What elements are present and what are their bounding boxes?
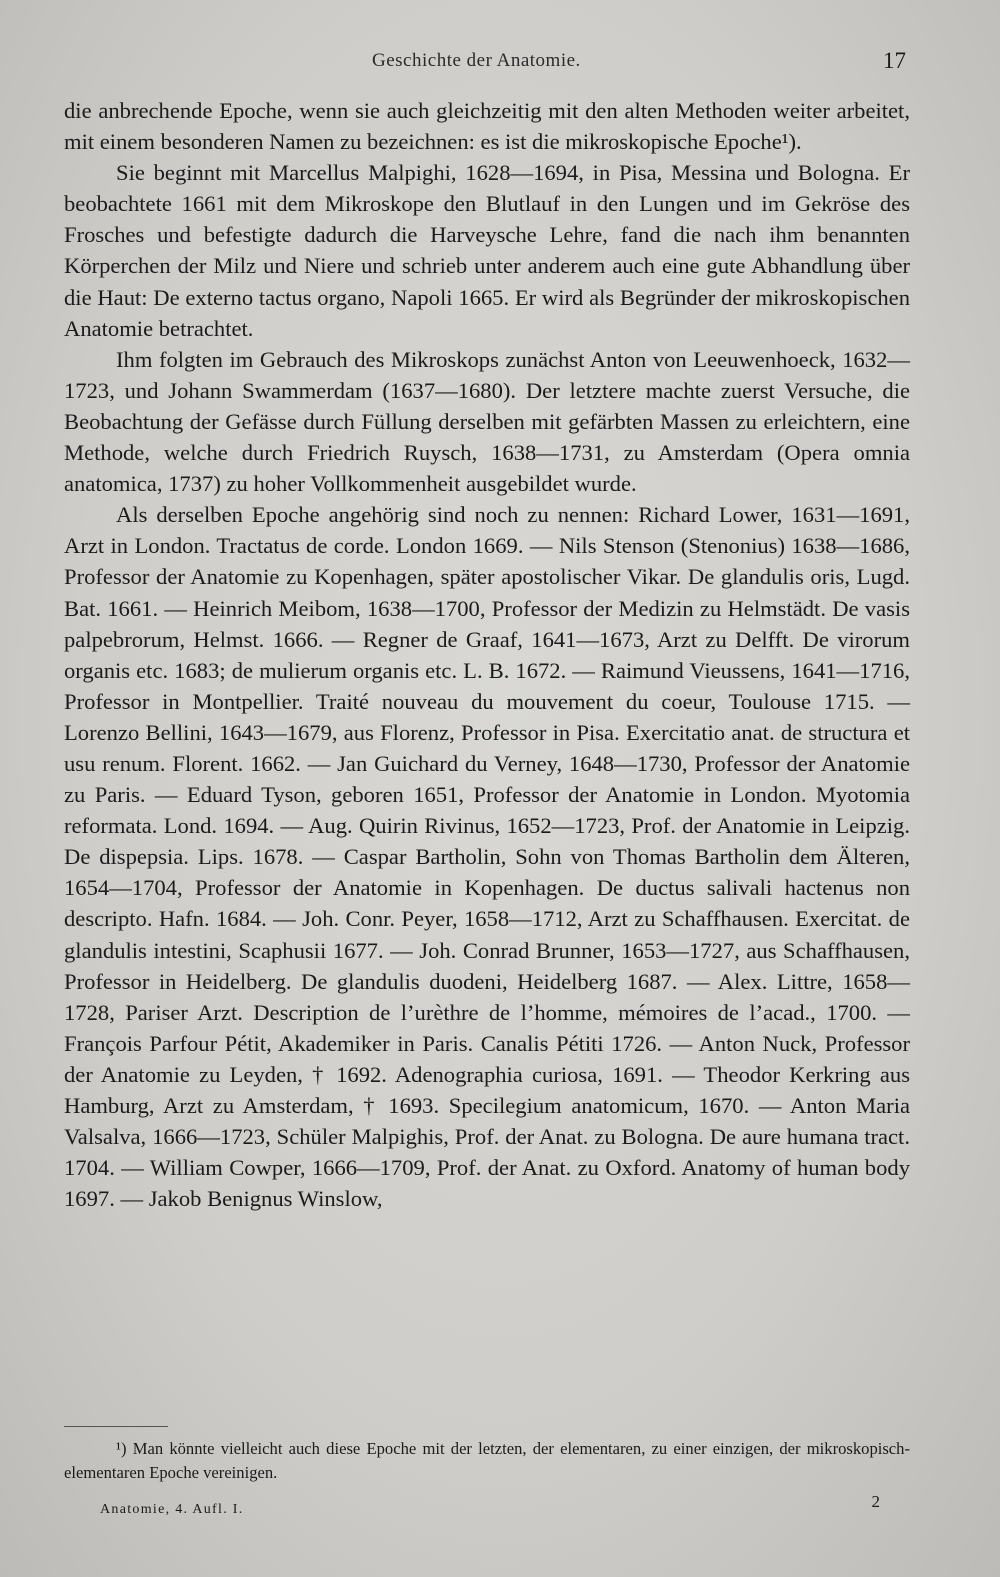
paragraph-continuation: die anbrechende Epoche, wenn sie auch gleichzeitig mit den alten Methoden weiter arbeitet, mit einem besonderen Namen zu bezeichnen: es ist die mikroskopische Epoche¹). [64,98,910,155]
page-number: 17 [883,48,906,73]
footnote-divider [64,1426,168,1427]
running-header [62,48,906,74]
sheet-mark: 2 [871,1492,880,1511]
paragraph-malpighi: Sie beginnt mit Marcellus Malpighi, 1628—1694, in Pisa, Messina und Bologna. Er beobachtete 1661 mit dem Mikroskope den Blutlauf in den Lungen und im Gekröse des Frosches und befestigte dadurch die Harveysche Lehre, fand die nach ihm benannten Körperchen der Milz und Niere und schrieb unter anderem auch eine gute Abhandlung über die Haut: De externo tactus organo, Napoli 1665. Er wird als Begründer der mikroskopischen Anatomie betrachtet. [64,160,910,341]
paragraph-epoch-list: Als derselben Epoche angehörig sind noch zu nennen: Richard Lower, 1631—1691, Arzt in London. Tractatus de corde. London 1669. — Nils Stenson (Stenonius) 1638—1686, Professor der Anatomie zu Kopenhagen, später apostolischer Vikar. De glandulis oris, Lugd. Bat. 1661. — Heinrich Meibom, 1638—1700, Professor der Medizin zu Helmstädt. De vasis palpebrorum, Helmst. 1666. — Regner de Graaf, 1641—1673, Arzt zu Delfft. De virorum organis etc. 1683; de mulierum organis etc. L. B. 1672. — Raimund Vieussens, 1641—1716, Professor in Montpellier. Traité nouveau du mouvement du coeur, Toulouse 1715. — Lorenzo Bellini, 1643—1679, aus Florenz, Professor in Pisa. Exercitatio anat. de structura et usu renum. Florent. 1662. — Jan Guichard du Verney, 1648—1730, Professor der Anatomie zu Paris. — Eduard Tyson, geboren 1651, Professor der Anatomie in London. Myotomia reformata. Lond. 1694. — Aug. Quirin Rivinus, 1652—1723, Prof. der Anatomie in Leipzig. De dispepsia. Lips. 1678. — Caspar Bartholin, Sohn von Thomas Bartholin dem Älteren, 1654—1704, Professor der Anatomie in Kopenhagen. De ductus salivali hactenus non descripto. Hafn. 1684. — Joh. Conr. Peyer, 1658—1712, Arzt zu Schaffhausen. Exercitat. de glandulis intestini, Scaphusii 1677. — Joh. Conrad Brunner, 1653—1727, aus Schaffhausen, Professor in Heidelberg. De glandulis duodeni, Heidelberg 1687. — Alex. Littre, 1658—1728, Pariser Arzt. Description de l’urèthre de l’homme, mémoires de l’acad., 1700. — François Parfour Pétit, Akademiker in Paris. Canalis Pétiti 1726. — Anton Nuck, Professor der Anatomie zu Leyden, † 1692. Adenographia curiosa, 1691. — Theodor Kerkring aus Hamburg, Arzt zu Amsterdam, † 1693. Specilegium anatomicum, 1670. — Anton Maria Valsalva, 1666—1723, Schüler Malpighis, Prof. der Anat. zu Bologna. De aure humana tract. 1704. — William Cowper, 1666—1709, Prof. der Anat. zu Oxford. Anatomy of human body 1697. — Jakob Benignus Winslow, [64,502,910,1212]
running-title: Geschichte der Anatomie. [372,50,581,71]
paragraph-leeuwenhoeck: Ihm folgten im Gebrauch des Mikroskops zunächst Anton von Leeuwenhoeck, 1632—1723, und Johann Swammerdam (1637—1680). Der letztere machte zuerst Versuche, die Beobachtung der Gefässe durch Füllung derselben mit gefärbten Massen zu erleichtern, eine Methode, welche durch Friedrich Ruysch, 1638—1731, zu Amsterdam (Opera omnia anatomica, 1737) zu hoher Vollkommenheit ausgebildet wurde. [64,346,910,497]
printer-signature: Anatomie, 4. Aufl. I. [100,1502,244,1517]
footnote: ¹) Man könnte vielleicht auch diese Epoche mit der letzten, der elementaren, zu einer einzigen, der mikroskopisch-elementaren Epoche vereinigen. [64,1439,910,1482]
body-text [64,95,910,1214]
page-footer [100,1492,880,1526]
